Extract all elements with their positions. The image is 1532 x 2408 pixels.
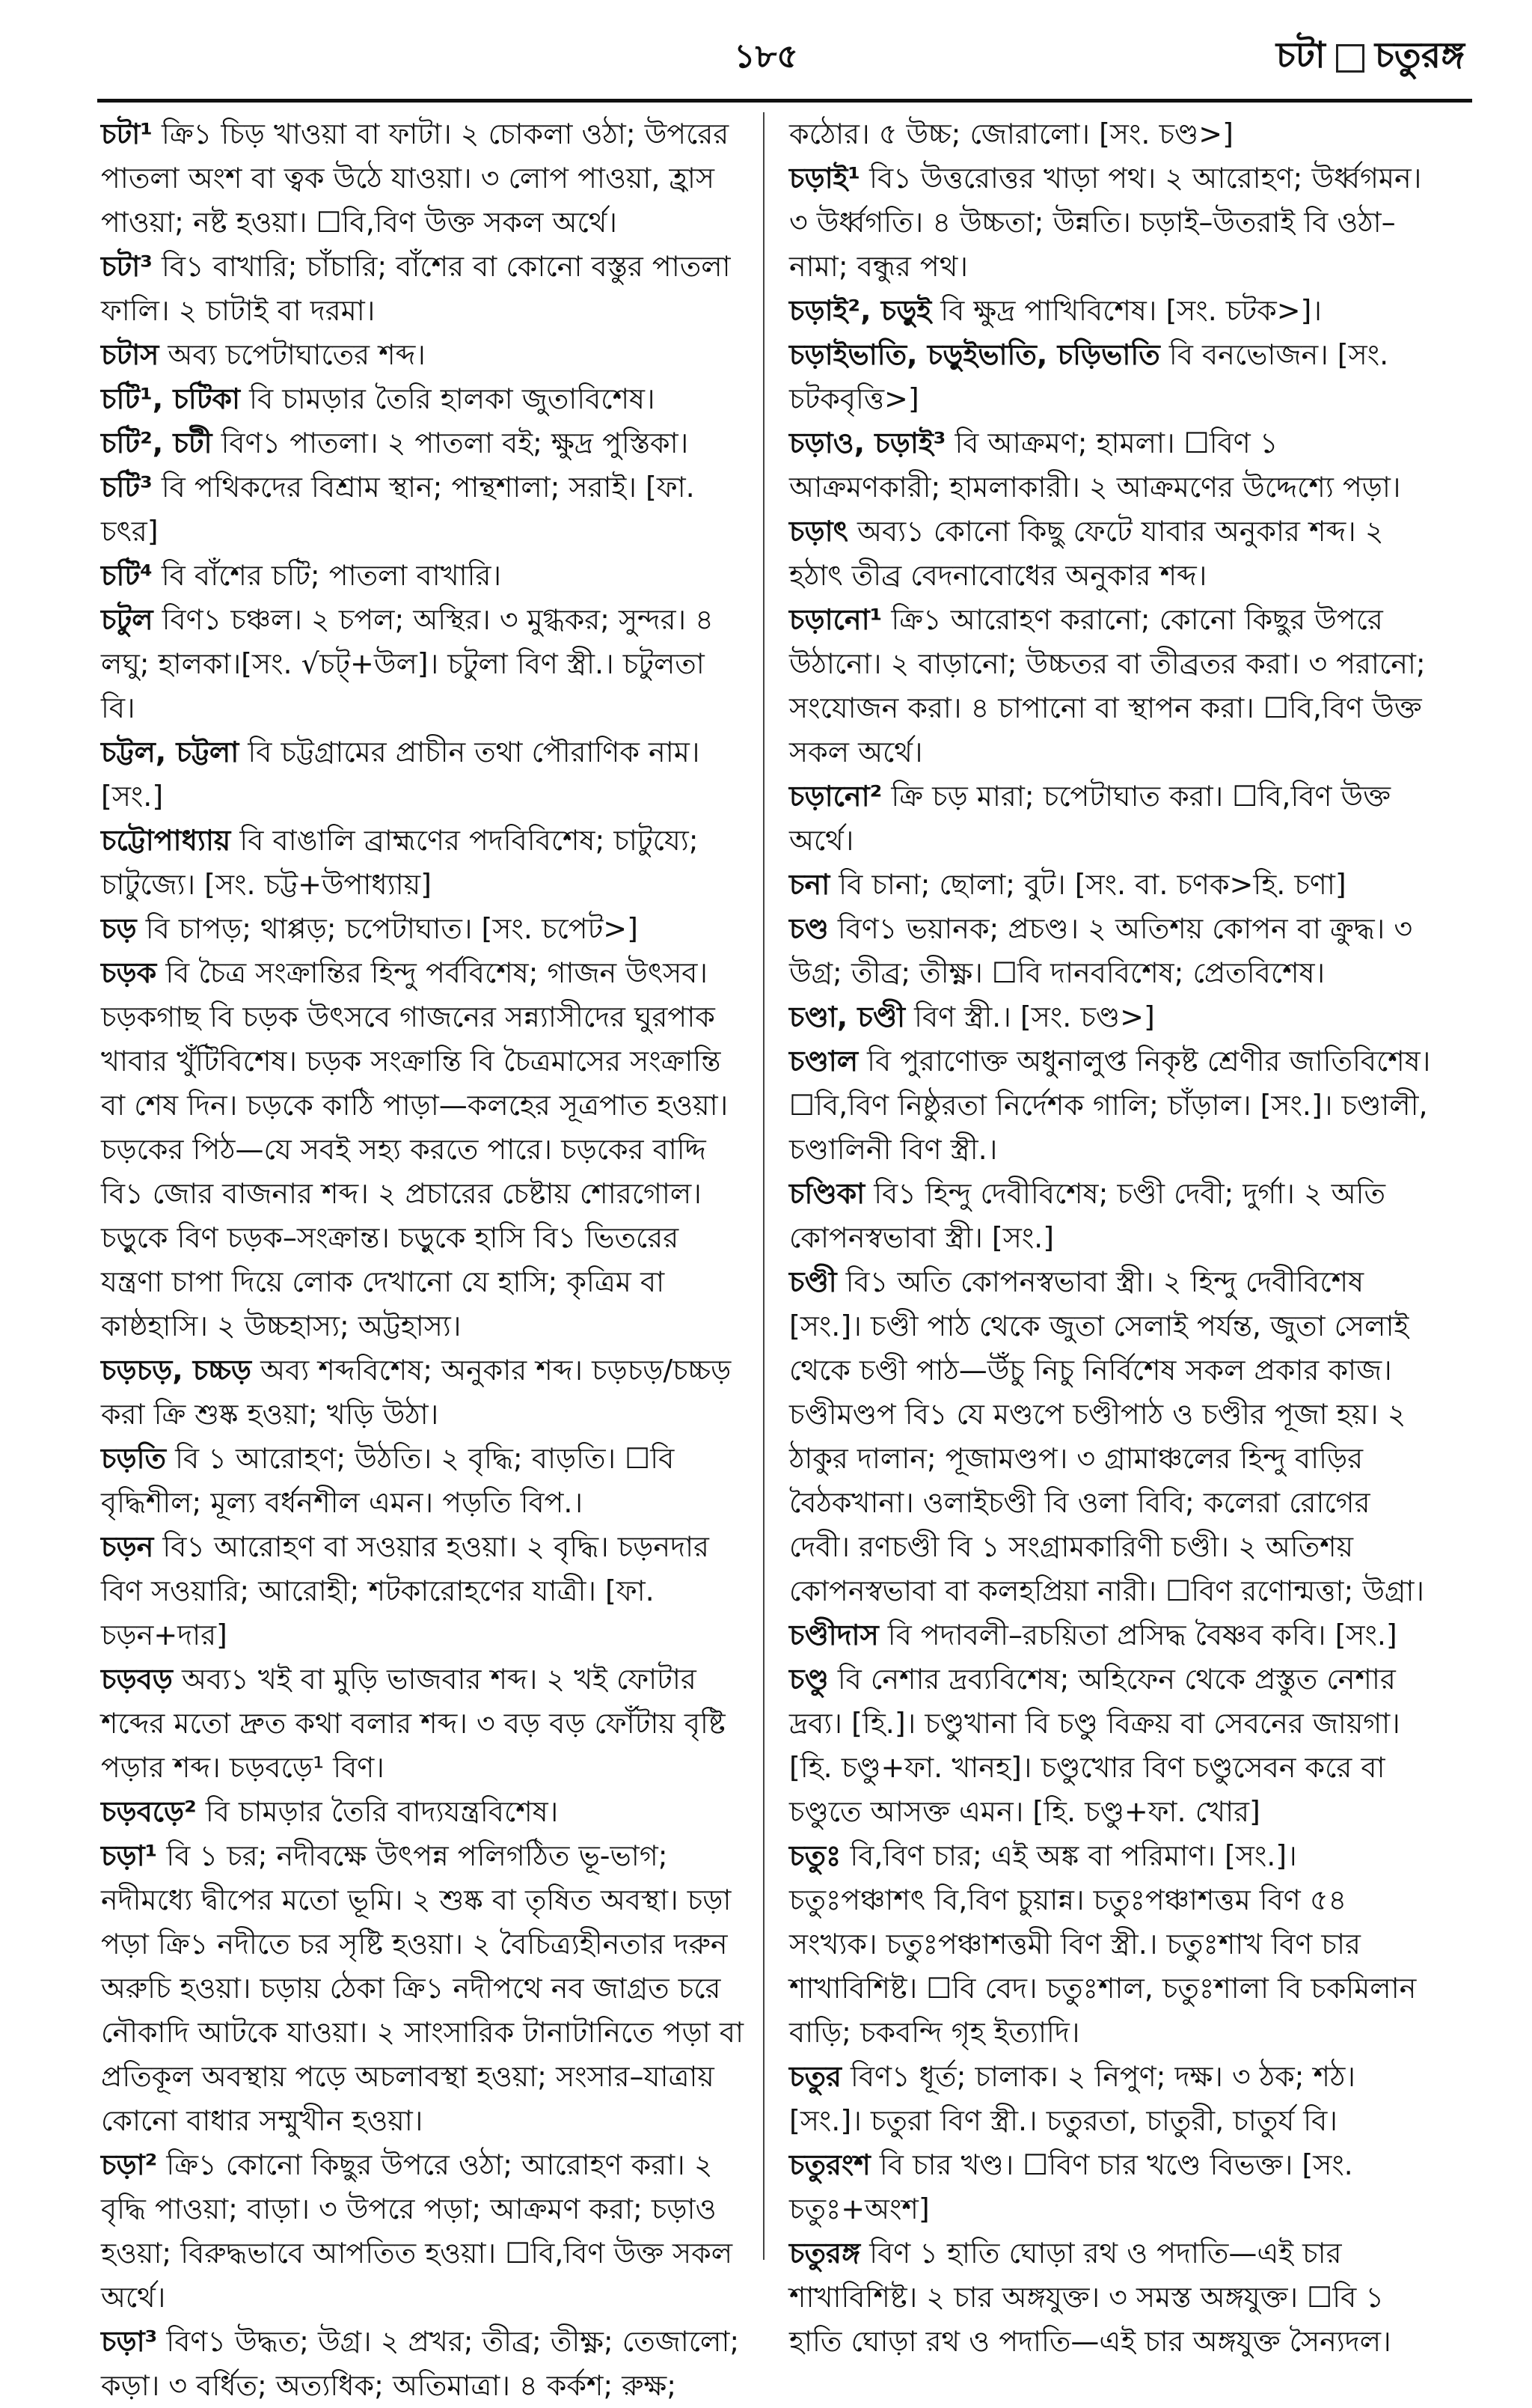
entry-headword: চটুল: [101, 603, 153, 636]
entry-definition: অব্য১ খই বা মুড়ি ভাজবার শব্দ। ২ খই ফোটার শব্দের মতো দ্রুত কথা বলার শব্দ। ৩ বড় বড় ফোঁটায় বৃষ্টি পড়ার শব্দ। চড়বড়ে¹ বিণ।: [101, 1663, 726, 1784]
entry-headword: চড়ন: [101, 1530, 154, 1563]
entry-headword: চণ্ডা, চণ্ডী: [789, 1000, 906, 1033]
entry-definition: বিণ১ ধূর্ত; চালাক। ২ নিপুণ; দক্ষ। ৩ ঠক; শঠ। [সং.]। চতুরা বিণ স্ত্রী.। চতুরতা, চাতুরী, চাতুর্য বি।: [789, 2060, 1355, 2137]
entry-headword: চণ্ডী: [789, 1265, 837, 1298]
entry-definition: বিণ১ উদ্ধত; উগ্র। ২ প্রখর; তীব্র; তীক্ষ্ণ; তেজালো; কড়া। ৩ বর্ধিত; অত্যধিক; অতিমাত্রা। ৪ কর্কশ; রুক্ষ;: [101, 2325, 740, 2402]
dictionary-entry: [789, 421, 1433, 510]
dictionary-entry: [101, 1657, 744, 1790]
dictionary-entry: [789, 1657, 1433, 1834]
entry-definition: অব্য শব্দবিশেষ; অনুকার শব্দ। চড়চড়/চচ্চড় করা ক্রি শুষ্ক হওয়া; খড়ি উঠা।: [101, 1354, 732, 1431]
dictionary-entry: [101, 554, 744, 598]
entry-definition: বি চামড়ার তৈরি হালকা জুতাবিশেষ।: [240, 382, 655, 415]
entry-headword: চটা³: [101, 250, 153, 283]
entry-definition: বি১ উত্তরোত্তর খাড়া পথ। ২ আরোহণ; উর্ধ্বগমন। ৩ উর্ধ্বগতি। ৪ উচ্চতা; উন্নতি। চড়াই–উতরাই বি ওঠা–নামা; বন্ধুর পথ।: [789, 162, 1422, 283]
entry-headword: চণ্ডিকা: [789, 1177, 865, 1210]
entry-headword: চটা¹: [101, 117, 153, 150]
dictionary-entry: [789, 1613, 1433, 1657]
entry-headword: চণ্ডু: [789, 1663, 829, 1696]
entry-definition: বি ১ আরোহণ; উঠতি। ২ বৃদ্ধি; বাড়তি। ☐বি বৃদ্ধিশীল; মূল্য বর্ধনশীল এমন। পড়তি বিপ.।: [101, 1442, 675, 1519]
entry-definition: ক্রি চড় মারা; চপেটাঘাত করা। ☐বি,বিণ উক্ত অর্থে।: [789, 780, 1391, 857]
entry-definition: বি চার খণ্ড। ☐বিণ চার খণ্ডে বিভক্ত। [সং. চতুঃ+অংশ]: [789, 2148, 1353, 2225]
entry-headword: চড়াই¹: [789, 162, 861, 195]
entry-definition: বি পথিকদের বিশ্রাম স্থান; পান্থশালা; সরাই। [ফা. চৎর]: [101, 471, 695, 548]
entry-definition: অব্য১ কোনো কিছু ফেটে যাবার অনুকার শব্দ। ২ হঠাৎ তীব্র বেদনাবোধের অনুকার শব্দ।: [789, 515, 1384, 592]
dictionary-entry: [789, 1834, 1433, 2055]
entry-definition: ক্রি১ চিড় খাওয়া বা ফাটা। ২ চোকলা ওঠা; উপরের পাতলা অংশ বা ত্বক উঠে যাওয়া। ৩ লোপ পাওয়া, হ্রাস পাওয়া; নষ্ট হওয়া। ☐বি,বিণ উক্ত সকল অর্থে।: [101, 117, 729, 239]
entry-headword: চট্টল, চট্টলা: [101, 736, 239, 768]
guide-words: [1276, 28, 1465, 88]
dictionary-entry: [789, 2055, 1433, 2143]
dictionary-entry: [789, 1260, 1433, 1613]
dictionary-entry: [101, 907, 744, 951]
dictionary-entry: [789, 333, 1433, 421]
page-number: ১৮৫: [734, 37, 798, 76]
dictionary-entry: [789, 112, 1433, 156]
dictionary-entry: [101, 1525, 744, 1657]
entry-headword: চটি⁴: [101, 559, 153, 592]
dictionary-entry: [789, 598, 1433, 774]
entry-headword: চটি¹, চটিকা: [101, 382, 241, 415]
entry-definition: বি,বিণ চার; এই অঙ্ক বা পরিমাণ। [সং.]। চতুঃপঞ্চাশৎ বি,বিণ চুয়ান্ন। চতুঃপঞ্চাশত্তম বিণ ৫৪ সংখ্যক। চতুঃপঞ্চাশত্তমী বিণ স্ত্রী.। চতুঃশাখ বিণ চার শাখাবিশিষ্ট। ☐বি বেদ। চতুঃশাল, চতুঃশালা বি চকমিলান বাড়ি; চকবন্দি গৃহ ইত্যাদি।: [789, 1839, 1417, 2049]
header-rule: [97, 99, 1472, 103]
entry-definition: বি আক্রমণ; হামলা। ☐বিণ ১ আক্রমণকারী; হামলাকারী। ২ আক্রমণের উদ্দেশ্যে পড়া।: [789, 427, 1401, 504]
dictionary-entry: [101, 598, 744, 730]
entry-headword: চটি³: [101, 471, 153, 504]
entry-definition: বি চৈত্র সংক্রান্তির হিন্দু পর্ববিশেষ; গাজন উৎসব। চড়কগাছ বি চড়ক উৎসবে গাজনের সন্ন্যাসীদের ঘুরপাক খাবার খুঁটিবিশেষ। চড়ক সংক্রান্তি বি চৈত্রমাসের সংক্রান্তি বা শেষ দিন। চড়কে কাঠি পাড়া—কলহের সূত্রপাত হওয়া। চড়কের পিঠ—যে সবই সহ্য করতে পারে। চড়কের বাদ্দি বি১ জোর বাজনার শব্দ। ২ প্রচারের চেষ্টায় শোরগোল। চড়ুকে বিণ চড়ক–সংক্রান্ত। চড়ুকে হাসি বি১ ভিতরের যন্ত্রণা চাপা দিয়ে লোক দেখানো যে হাসি; কৃত্রিম বা কাষ্ঠহাসি। ২ উচ্চহাস্য; অট্টহাস্য।: [101, 956, 729, 1342]
entry-definition: অব্য চপেটাঘাতের শব্দ।: [159, 338, 426, 371]
entry-definition: বি চামড়ার তৈরি বাদ্যযন্ত্রবিশেষ।: [196, 1795, 559, 1828]
dictionary-entry: [101, 1790, 744, 1834]
entry-definition: বি চাপড়; থাপ্পড়; চপেটাঘাত। [সং. চপেট>]: [136, 912, 638, 945]
left-column: [101, 112, 744, 2402]
dictionary-entry: [789, 907, 1433, 995]
entry-definition: কঠোর। ৫ উচ্চ; জোরালো। [সং. চণ্ড>]: [789, 117, 1234, 150]
dictionary-entry: [101, 112, 744, 245]
dictionary-entry: [101, 1834, 744, 2143]
entry-definition: বি১ হিন্দু দেবীবিশেষ; চণ্ডী দেবী; দুর্গা। ২ অতি কোপনস্বভাবা স্ত্রী। [সং.]: [789, 1177, 1386, 1254]
entry-definition: বিণ১ চঞ্চল। ২ চপল; অস্থির। ৩ মুগ্ধকর; সুন্দর। ৪ লঘু; হালকা।[সং. √চট্‌+উল]। চটুলা বিণ স্ত্রী.। চটুলতা বি।: [101, 603, 714, 724]
entry-headword: চটাস: [101, 338, 159, 371]
entry-definition: বিণ১ পাতলা। ২ পাতলা বই; ক্ষুদ্র পুস্তিকা।: [212, 427, 689, 459]
dictionary-entry: [789, 1039, 1433, 1172]
entry-headword: চড়ানো¹: [789, 603, 883, 636]
entry-headword: চড়া³: [101, 2325, 158, 2358]
entry-definition: ক্রি১ কোনো কিছুর উপরে ওঠা; আরোহণ করা। ২ বৃদ্ধি পাওয়া; বাড়া। ৩ উপরে পড়া; আক্রমণ করা; চড়াও হওয়া; বিরুদ্ধভাবে আপতিত হওয়া। ☐বি,বিণ উক্ত সকল অর্থে।: [101, 2148, 733, 2314]
entry-definition: বি বনভোজন। [সং. চটকবৃত্তি>]: [789, 338, 1389, 415]
entry-headword: চনা: [789, 868, 830, 901]
dictionary-entry: [101, 465, 744, 554]
entry-headword: চতুঃ: [789, 1839, 842, 1872]
dictionary-entry: [101, 1437, 744, 1525]
entry-definition: বি চট্টগ্রামের প্রাচীন তথা পৌরাণিক নাম। [সং.]: [101, 736, 700, 813]
dictionary-entry: [101, 2143, 744, 2320]
right-column: [789, 112, 1433, 2358]
entry-definition: ক্রি১ আরোহণ করানো; কোনো কিছুর উপরে উঠানো। ২ বাড়ানো; উচ্চতর বা তীব্রতর করা। ৩ পরানো; সংযোজন করা। ৪ চাপানো বা স্থাপন করা। ☐বি,বিণ উক্ত সকল অর্থে।: [789, 603, 1426, 768]
entry-definition: বিণ ১ হাতি ঘোড়া রথ ও পদাতি—এই চার শাখাবিশিষ্ট। ২ চার অঙ্গযুক্ত। ৩ সমস্ত অঙ্গযুক্ত। ☐বি ১ হাতি ঘোড়া রথ ও পদাতি—এই চার অঙ্গযুক্ত সৈন্যদল।: [789, 2237, 1391, 2358]
entry-headword: চড়াইভাতি, চড়ুইভাতি, চড়িভাতি: [789, 338, 1160, 371]
guide-word-first: চটা: [1275, 34, 1326, 76]
entry-headword: চতুর: [789, 2060, 842, 2093]
entry-definition: বি নেশার দ্রব্যবিশেষ; অহিফেন থেকে প্রস্তুত নেশার দ্রব্য। [হি.]। চণ্ডুখানা বি চণ্ডু বিক্রয় বা সেবনের জায়গা। [হি. চণ্ডু+ফা. খানহ]। চণ্ডুখোর বিণ চণ্ডুসেবন করে বা চণ্ডুতে আসক্ত এমন। [হি. চণ্ডু+ফা. খোর]: [789, 1663, 1400, 1828]
entry-headword: চড়াৎ: [789, 515, 848, 548]
dictionary-entry: [101, 333, 744, 377]
dictionary-entry: [789, 2231, 1433, 2364]
dictionary-entry: [101, 2320, 744, 2408]
entry-definition: বি পুরাণোক্ত অধুনালুপ্ত নিকৃষ্ট শ্রেণীর জাতিবিশেষ। ☐বি,বিণ নিষ্ঠুরতা নির্দেশক গালি; চাঁড়াল। [সং.]। চণ্ডালী, চণ্ডালিনী বিণ স্ত্রী.।: [789, 1045, 1431, 1166]
entry-definition: বিণ স্ত্রী.। [সং. চণ্ড>]: [905, 1000, 1155, 1033]
dictionary-entry: [101, 819, 744, 907]
dictionary-entry: [101, 421, 744, 465]
dictionary-entry: [789, 863, 1433, 907]
entry-headword: চটি², চটী: [101, 427, 212, 459]
entry-headword: চড়চড়, চচ্চড়: [101, 1354, 252, 1387]
entry-definition: বি১ আরোহণ বা সওয়ার হওয়া। ২ বৃদ্ধি। চড়নদার বিণ সওয়ারি; আরোহী; শটকারোহণের যাত্রী। [ফা. চড়ন+দার]: [101, 1530, 709, 1651]
entry-headword: চড়া²: [101, 2148, 158, 2181]
guide-word-last: চতুরঙ্গ: [1374, 34, 1465, 76]
entry-definition: বিণ১ ভয়ানক; প্রচণ্ড। ২ অতিশয় কোপন বা ক্রুদ্ধ। ৩ উগ্র; তীব্র; তীক্ষ্ণ। ☐বি দানববিশেষ; প্রেতবিশেষ।: [789, 912, 1413, 989]
dictionary-entry: [789, 156, 1433, 289]
dictionary-entry: [101, 245, 744, 333]
entry-headword: চণ্ডীদাস: [789, 1619, 879, 1651]
entry-headword: চড়াও, চড়াই³: [789, 427, 946, 459]
dictionary-entry: [789, 510, 1433, 598]
entry-definition: বি ১ চর; নদীবক্ষে উৎপন্ন পলিগঠিত ভূ-ভাগ; নদীমধ্যে দ্বীপের মতো ভূমি। ২ শুষ্ক বা তৃষিত অবস্থা। চড়া পড়া ক্রি১ নদীতে চর সৃষ্টি হওয়া। ২ বৈচিত্র্যহীনতার দরুন অরুচি হওয়া। চড়ায় ঠেকা ক্রি১ নদীপথে নব জাগ্রত চরে নৌকাদি আটকে যাওয়া। ২ সাংসারিক টানাটানিতে পড়া বা প্রতিকূল অবস্থায় পড়ে অচলাবস্থা হওয়া; সংসার–যাত্রায় কোনো বাধার সম্মুখীন হওয়া।: [101, 1839, 744, 2137]
dictionary-entry: [101, 1348, 744, 1437]
entry-headword: চড়: [101, 912, 137, 945]
entry-definition: বি চানা; ছোলা; বুট। [সং. বা. চণক>হি. চণা]: [830, 868, 1346, 901]
entry-headword: চড়ানো²: [789, 780, 883, 813]
separator-box-icon: [1336, 44, 1364, 73]
dictionary-entry: [101, 730, 744, 819]
entry-headword: চড়া¹: [101, 1839, 158, 1872]
dictionary-entry: [789, 995, 1433, 1039]
dictionary-entry: [789, 774, 1433, 863]
dictionary-entry: [789, 289, 1433, 333]
entry-headword: চণ্ডাল: [789, 1045, 859, 1078]
column-divider: [763, 112, 765, 2260]
entry-headword: চতুরংশ: [789, 2148, 871, 2181]
entry-definition: বি বাঁশের চটি; পাতলা বাখারি।: [152, 559, 502, 592]
dictionary-entry: [101, 377, 744, 421]
entry-definition: বি১ অতি কোপনস্বভাবা স্ত্রী। ২ হিন্দু দেবীবিশেষ [সং.]। চণ্ডী পাঠ থেকে জুতা সেলাই পর্যন্ত, জুতা সেলাই থেকে চণ্ডী পাঠ—উঁচু নিচু নির্বিশেষ সকল প্রকার কাজ। চণ্ডীমণ্ডপ বি১ যে মণ্ডপে চণ্ডীপাঠ ও চণ্ডীর পূজা হয়। ২ ঠাকুর দালান; পূজামণ্ডপ। ৩ গ্রামাঞ্চলের হিন্দু বাড়ির বৈঠকখানা। ওলাইচণ্ডী বি ওলা বিবি; কলেরা রোগের দেবী। রণচণ্ডী বি ১ সংগ্রামকারিণী চণ্ডী। ২ অতিশয় কোপনস্বভাবা বা কলহপ্রিয়া নারী। ☐বিণ রণোন্মত্তা; উগ্রা।: [789, 1265, 1425, 1607]
entry-headword: চড়বড়: [101, 1663, 173, 1696]
entry-headword: চণ্ড: [789, 912, 829, 945]
entry-definition: বি বাঙালি ব্রাহ্মণের পদবিবিশেষ; চাটুয্যে; চাটুজ্যে। [সং. চট্ট+উপাধ্যায়]: [101, 824, 699, 901]
dictionary-entry: [101, 951, 744, 1348]
entry-definition: বি পদাবলী–রচয়িতা প্রসিদ্ধ বৈষ্ণব কবি। [সং.]: [878, 1619, 1397, 1651]
entry-headword: চট্টোপাধ্যায়: [101, 824, 231, 857]
entry-headword: চতুরঙ্গ: [789, 2237, 861, 2270]
entry-definition: বি ক্ষুদ্র পাখিবিশেষ। [সং. চটক>]।: [931, 294, 1322, 327]
entry-headword: চড়াই², চড়ুই: [789, 294, 932, 327]
entry-headword: চড়বড়ে²: [101, 1795, 197, 1828]
entry-headword: চড়তি: [101, 1442, 167, 1475]
dictionary-entry: [789, 2143, 1433, 2231]
entry-definition: বি১ বাখারি; চাঁচারি; বাঁশের বা কোনো বস্তুর পাতলা ফালি। ২ চাটাই বা দরমা।: [101, 250, 731, 327]
dictionary-entry: [789, 1172, 1433, 1260]
entry-headword: চড়ক: [101, 956, 157, 989]
